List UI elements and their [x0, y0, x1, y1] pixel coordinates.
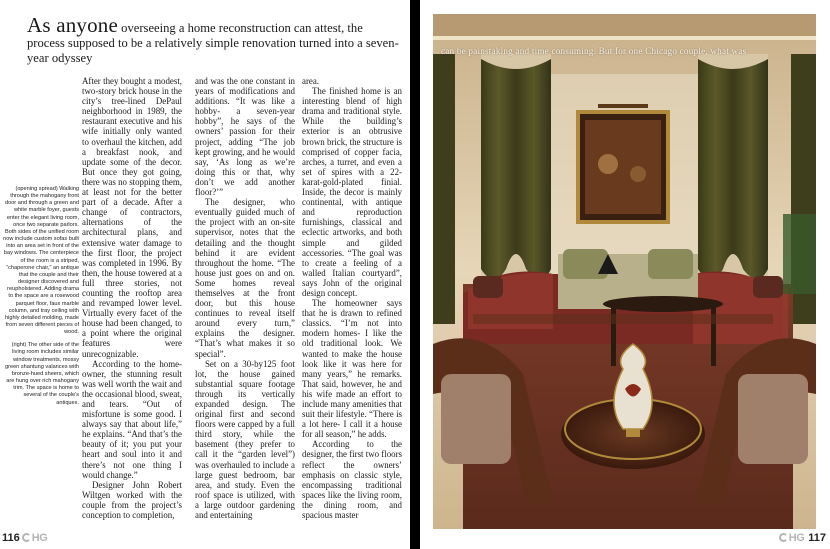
headline-rest: overseeing a home reconstruction can attest, the process supposed to be a relatively simple renovation turned into a seven-year odyssey	[27, 21, 399, 65]
magazine-logo: HG	[22, 532, 48, 544]
paragraph: After they bought a modest, two-story brick house in the city’s tree-lined DePaul neighborhood in 1989, the restaurant executive and his wife initially only wanted to overhaul the kitchen, add a breakfast nook, and update some of the decor. But once they got going, there was no stopping them, at least not for the better part of a decade. After a change of contractors, alternations of the architectural plans, and extensive water damage to the first floor, the project was completed in 1996. By then, the house towered at a full three stories, not counting the rooftop area and revamped lower level. Virtually every facet of the house had been changed, to a point where the original features were unrecognizable.	[82, 76, 182, 359]
folio-left	[2, 531, 47, 545]
page-number: 117	[808, 532, 826, 544]
paragraph: Set on a 30-by125 foot lot, the house gained substantial square footage through its vertically expanded design. The original first and second floors were capped by a full third story, while the basement (they prefer to call it the “garden level”) was overhauled to include a large guest bedroom, bar area, and study. Even the roof space is utilized, with a large outdoor gardening and entertaining	[195, 358, 295, 521]
magazine-logo: HG	[779, 532, 805, 544]
article-body	[82, 76, 402, 536]
paragraph: and was the one constant in years of modifications and additions. “It was like a hobby- a seven-year hobby”, he says of the owners’ passion for their project, adding “The job kept growing, and he would say, ‘As long as we’re doing this or that, why don’t we add another floor?’”	[195, 76, 295, 198]
page-gutter	[410, 0, 420, 549]
article-column-3	[302, 76, 402, 536]
paragraph: According to the designer, the first two floors reflect the owners’ emphasis on classic style, encompassing traditional spaces like the living room, the dining room, and spacious master	[302, 439, 402, 521]
headline-lead: As anyone	[27, 13, 119, 37]
paragraph: According to the home-owner, the stunning result was well worth the wait and the occasional blood, sweat, and tears. “Out of misfortune is some good. I always say that about life,” he explains. “And that’s the beauty of it; you put your heart and soul into it and there’s not one thing I would change.”	[82, 358, 182, 480]
living-room-photo	[433, 14, 816, 529]
caption-right: (right) The other side of the living room includes similar window treatments, mossy green shantung valances with bronze-hued sheers, which are hung over rich mahogany trim. The space is home to several of the couple’s antiques.	[4, 342, 79, 406]
photo-caption	[3, 186, 79, 413]
paragraph: The homeowner says that he is drawn to refined classics. “I’m not into modern homes- I like the old traditional look. We wanted to make the house look like it was here for many years,” he remarks. That said, however, he and his wife made an effort to include many amenities that suit their lifestyle. “There is a lot here- I call it a house for all season,” he adds.	[302, 298, 402, 440]
paragraph: area.	[302, 76, 319, 86]
photo-overlay-text: can be painstaking and time consuming. But for one Chicago couple, what was	[441, 46, 747, 56]
paragraph: The finished home is an interesting blend of high drama and traditional style. While the building’s exterior is an obtrusive brown brick, the structure is comprised of copper facia, arches, a turret, and even a set of spires with a 22-karat-gold-plated finial. Inside, the decor is mainly continental, with antique and reproduction furnishings, classical and eclectic artworks, and both simple and gilded accessories. “The goal was to create a feeling of a walled Italian courtyard”, says John of the original design concept.	[302, 86, 402, 298]
article-headline	[27, 13, 401, 66]
right-page	[420, 0, 830, 549]
article-column-2	[195, 76, 295, 536]
article-column-1	[82, 76, 182, 536]
paragraph: Designer John Robert Wiltgen worked with the couple from the project’s conception to completion,	[82, 479, 182, 521]
caption-opening-spread: (opening spread) Walking through the mahogany front door and through a green and white marble foyer, guests enter the elegant living room, once two separate parlors. Both sides of the unified room now include custom sofas built into an area set in front of the bay windows. The centerpiece of the room is a striped, “chaperone chair,” an antique that the couple and their designer discovered and reupholstered. Adding drama to the space are a rosewood parquet floor, faux marble column, and tray ceiling with highly detailed molding, made from seven different pieces of wood.	[3, 186, 79, 336]
folio-right	[779, 531, 826, 545]
paragraph: The designer, who eventually guided much of the project with an on-site supervisor, notes that the detailing and the thought behind it are evident throughout the home. “The house just goes on and on. Some homes reveal themselves at the front door, but this house continues to reveal itself around every turn,” explains the designer. “That’s what makes it so special”.	[195, 197, 295, 359]
left-page	[0, 0, 410, 549]
page-number: 116	[2, 532, 20, 544]
